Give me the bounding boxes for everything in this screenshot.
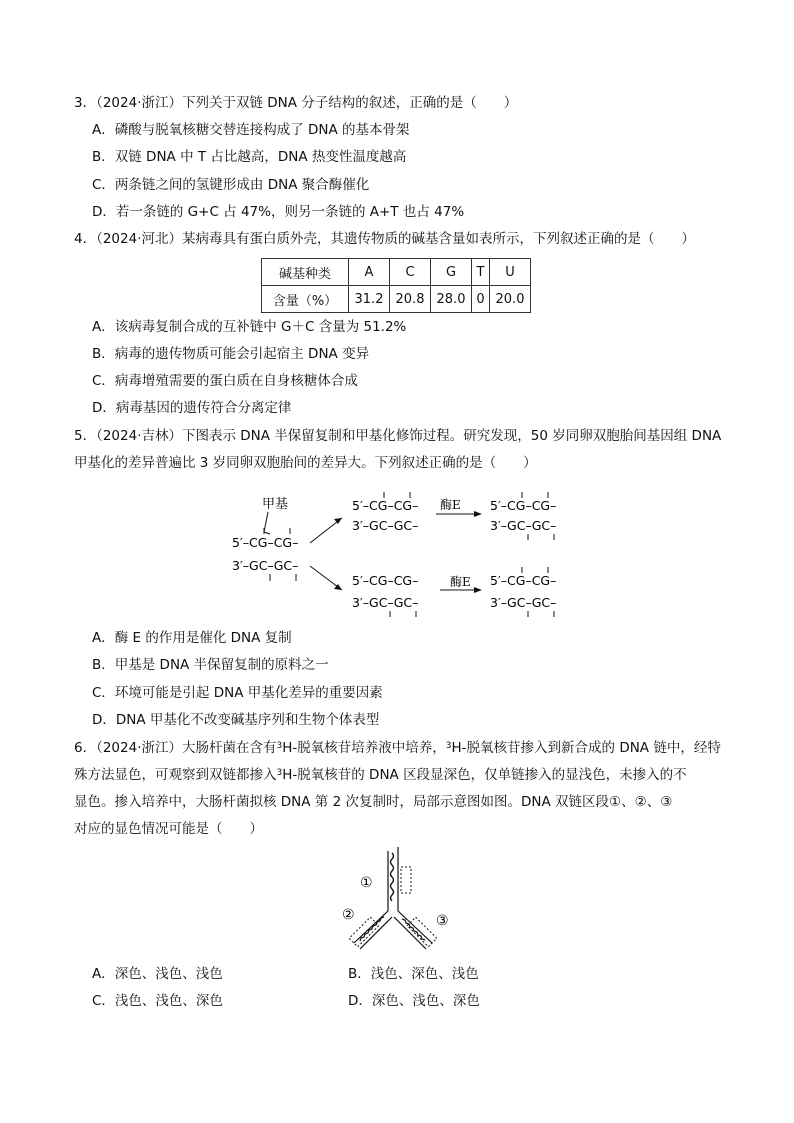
table-value-g: 28.0 [431, 286, 472, 313]
q5-option-a: A．酶 E 的作用是催化 DNA 复制 [92, 630, 292, 646]
question-6-line2: 殊方法显色，可观察到双链都掺入$^3$H-脱氧核苷的 DNA 区段显深色，仅单链掺入的显浅色，未掺入的不 [74, 767, 687, 783]
table-value-c: 20.8 [390, 286, 431, 313]
table-header-label: 碱基种类 [262, 259, 349, 286]
question-6-line1: 6．（2024·浙江）大肠杆菌在含有$^3$H-脱氧核苷培养液中培养，$^3$H-脱氧核苷掺入到新合成的 DNA 链中，经特 [74, 740, 721, 756]
question-6-line3: 显色。掺入培养中，大肠杆菌拟核 DNA 第 2 次复制时，局部示意图如图。DNA 双链区段①、②、③ [74, 794, 673, 810]
q5-option-c: C．环境可能是引起 DNA 甲基化差异的重要因素 [92, 685, 383, 701]
question-5-stem-line1: 5．（2024·吉林）下图表示 DNA 半保留复制和甲基化修饰过程。研究发现，50 岁同卵双胞胎间基因组 DNA [74, 428, 722, 444]
q6-option-c: C．浅色、浅色、深色 [92, 993, 223, 1009]
lower-daughter-5: 5′–CG–CG– [352, 573, 419, 588]
q3-option-b: B．双链 DNA 中 T 占比越高，DNA 热变性温度越高 [92, 149, 407, 165]
q5-option-b: B．甲基是 DNA 半保留复制的原料之一 [92, 657, 329, 673]
q4-option-d: D．病毒基因的遗传符合分离定律 [92, 400, 292, 416]
q4-option-c: C．病毒增殖需要的蛋白质在自身核糖体合成 [92, 373, 358, 389]
q3-option-d: D．若一条链的 G+C 占 47%，则另一条链的 A+T 也占 47% [92, 204, 465, 220]
replication-fork-diagram [340, 845, 480, 957]
table-base-c: C [390, 259, 431, 286]
question-5-stem-line2: 甲基化的差异普遍比 3 岁同卵双胞胎间的差异大。下列叙述正确的是（ ） [74, 455, 537, 471]
methyl-pointer [264, 512, 270, 534]
region-3-box [407, 917, 437, 947]
table-value-u: 20.0 [490, 286, 531, 313]
q3-option-a: A．磷酸与脱氧核糖交替连接构成了 DNA 的基本骨架 [92, 122, 410, 138]
parent-strand-5: 5′–CG–CG– [232, 535, 299, 550]
table-base-g: G [431, 259, 472, 286]
parent-strand-3: 3′–GC–GC– [232, 558, 299, 573]
q4-option-b: B．病毒的遗传物质可能会引起宿主 DNA 变异 [92, 346, 370, 362]
lower-product-5: 5′–CG–CG– [490, 573, 557, 588]
q3-option-c: C．两条链之间的氢键形成由 DNA 聚合酶催化 [92, 177, 370, 193]
lower-product-3: 3′–GC–GC– [490, 595, 557, 610]
question-6-line4: 对应的显色情况可能是（ ） [74, 821, 263, 837]
upper-product-3: 3′–GC–GC– [490, 518, 557, 533]
lower-daughter-3: 3′–GC–GC– [352, 595, 419, 610]
region-3-label: ③ [436, 913, 449, 929]
upper-daughter-3: 3′–GC–GC– [352, 518, 419, 533]
question-3-stem: 3．（2024·浙江）下列关于双链 DNA 分子结构的叙述，正确的是（ ） [74, 95, 518, 111]
table-base-a: A [349, 259, 390, 286]
upper-product-5: 5′–CG–CG– [490, 498, 557, 513]
methyl-label: 甲基 [262, 497, 289, 512]
region-1-label: ① [360, 875, 373, 891]
region-2-label: ② [342, 907, 355, 923]
table-base-t: T [472, 259, 490, 286]
lower-enzyme-label: 酶E [450, 575, 471, 589]
upper-enzyme-label: 酶E [440, 498, 461, 512]
table-content-label: 含量（%） [262, 286, 349, 313]
question-4-stem: 4．（2024·河北）某病毒具有蛋白质外壳，其遗传物质的碱基含量如表所示，下列叙述正确的是（ ） [74, 231, 695, 247]
table-base-u: U [490, 259, 531, 286]
base-content-table [261, 258, 531, 313]
new-strand-region1 [391, 853, 394, 901]
q6-option-d: D．深色、浅色、深色 [348, 993, 480, 1009]
q4-option-a: A．该病毒复制合成的互补链中 G＋C 含量为 51.2% [92, 319, 407, 335]
dna-methylation-diagram [224, 488, 584, 618]
q6-option-b: B．浅色、深色、浅色 [348, 966, 479, 982]
region-1-box [401, 867, 411, 893]
upper-daughter-5: 5′–CG–CG– [352, 498, 419, 513]
q6-option-a: A．深色、浅色、浅色 [92, 966, 223, 982]
table-value-a: 31.2 [349, 286, 390, 313]
table-value-t: 0 [472, 286, 490, 313]
q5-option-d: D．DNA 甲基化不改变碱基序列和生物个体表型 [92, 712, 380, 728]
